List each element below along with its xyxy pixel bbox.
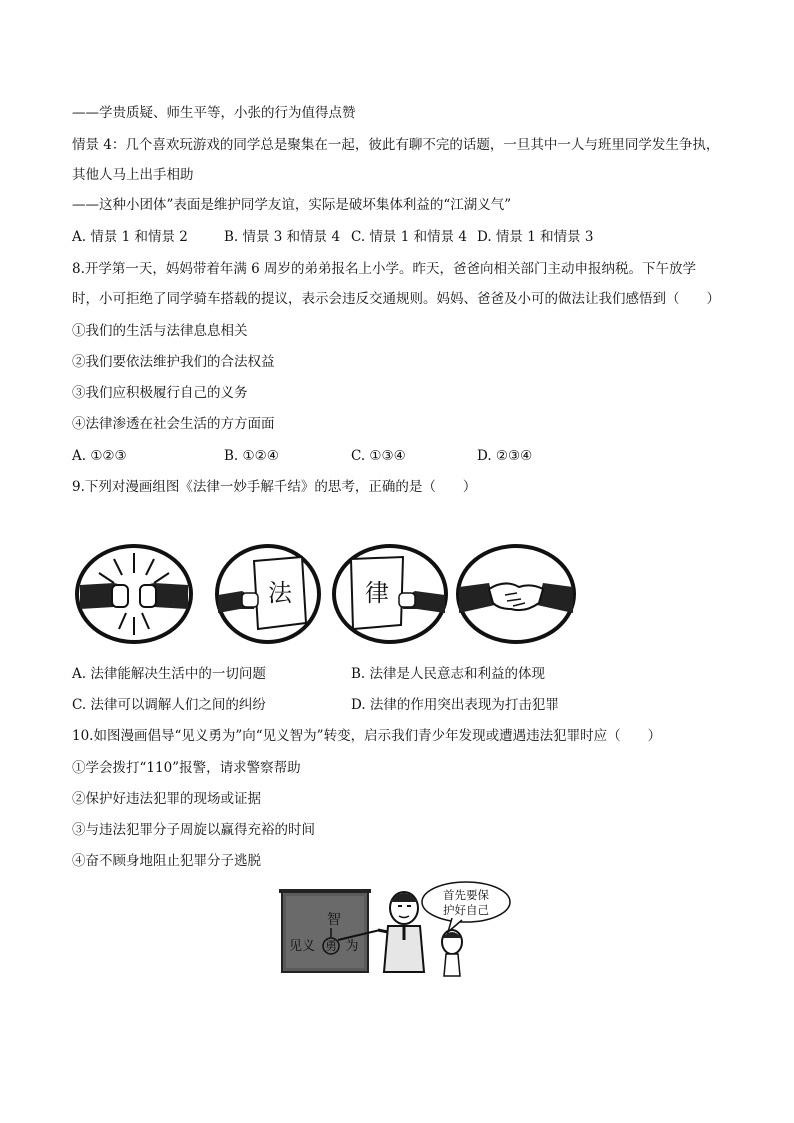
- comic-panel-law-lv: [331, 543, 449, 645]
- comic-char-lv: 律: [365, 579, 389, 607]
- q9-option-c[interactable]: C. 法律可以调解人们之间的纠纷: [72, 697, 266, 713]
- q7-option-a[interactable]: A. 情景 1 和情景 2: [72, 229, 188, 245]
- board-char-yong: 勇: [324, 939, 338, 953]
- q10-item-1: ①学会拨打“110”报警，请求警察帮助: [72, 760, 301, 776]
- q8-option-c[interactable]: C. ①③④: [351, 448, 406, 464]
- q9-option-d[interactable]: D. 法律的作用突出表现为打击犯罪: [351, 697, 559, 713]
- q10-cartoon: [276, 880, 524, 978]
- q8-item-4: ④法律渗透在社会生活的方方面面: [72, 416, 275, 432]
- board-char-wei: 为: [345, 939, 359, 954]
- q7-option-b[interactable]: B. 情景 3 和情景 4: [224, 229, 341, 245]
- q8-option-a[interactable]: A. ①②③: [72, 448, 127, 464]
- scenario-4-line-1: 情景 4：几个喜欢玩游戏的同学总是聚集在一起，彼此有聊不完的话题，一旦其中一人与班里同学发生争执，: [72, 137, 720, 153]
- q9-option-b[interactable]: B. 法律是人民意志和利益的体现: [351, 666, 546, 682]
- bubble-line-2: 护好自己: [443, 903, 489, 917]
- q10-item-3: ③与违法犯罪分子周旋以赢得充裕的时间: [72, 822, 315, 838]
- q8-item-1: ①我们的生活与法律息息相关: [72, 323, 248, 339]
- board-text-jianyi: 见义: [288, 939, 316, 954]
- q7-option-c[interactable]: C. 情景 1 和情景 4: [351, 229, 467, 245]
- q8-stem-1: 8.开学第一天，妈妈带着年满 6 周岁的弟弟报名上小学。昨天，爸爸向相关部门主动申报纳税。下午放学: [72, 261, 697, 277]
- quote-line-2: ——这种小团体”表面是维护同学友谊，实际是破坏集体利益的“江湖义气”: [72, 197, 512, 213]
- q9-stem: 9.下列对漫画组图《法律一妙手解千结》的思考，正确的是（ ）: [72, 479, 477, 495]
- comic-panel-fists: [74, 543, 194, 645]
- q10-item-2: ②保护好违法犯罪的现场或证据: [72, 791, 261, 807]
- board-char-zhi: 智: [327, 912, 341, 928]
- quote-line-1: ——学贵质疑、师生平等，小张的行为值得点赞: [72, 105, 356, 121]
- comic-panel-law-fa: [214, 543, 322, 645]
- comic-char-fa: 法: [268, 579, 292, 607]
- q7-option-d[interactable]: D. 情景 1 和情景 3: [477, 229, 594, 245]
- q8-item-3: ③我们应积极履行自己的义务: [72, 385, 248, 401]
- q8-option-b[interactable]: B. ①②④: [224, 448, 279, 464]
- q9-option-a[interactable]: A. 法律能解决生活中的一切问题: [72, 666, 266, 682]
- scenario-4-line-2: 其他人马上出手相助: [72, 167, 194, 183]
- q10-item-4: ④奋不顾身地阻止犯罪分子逃脱: [72, 853, 261, 869]
- bubble-line-1: 首先要保: [443, 888, 489, 902]
- q8-option-d[interactable]: D. ②③④: [477, 448, 533, 464]
- q10-stem: 10.如图漫画倡导“见义勇为”向“见义智为”转变，启示我们青少年发现或遭遇违法犯罪时应（ ）: [72, 728, 662, 744]
- comic-panel-handshake: [455, 543, 577, 645]
- q8-item-2: ②我们要依法维护我们的合法权益: [72, 354, 275, 370]
- q8-stem-2: 时，小可拒绝了同学骑车搭载的提议，表示会违反交通规则。妈妈、爸爸及小可的做法让我们感悟到（ ）: [72, 291, 720, 307]
